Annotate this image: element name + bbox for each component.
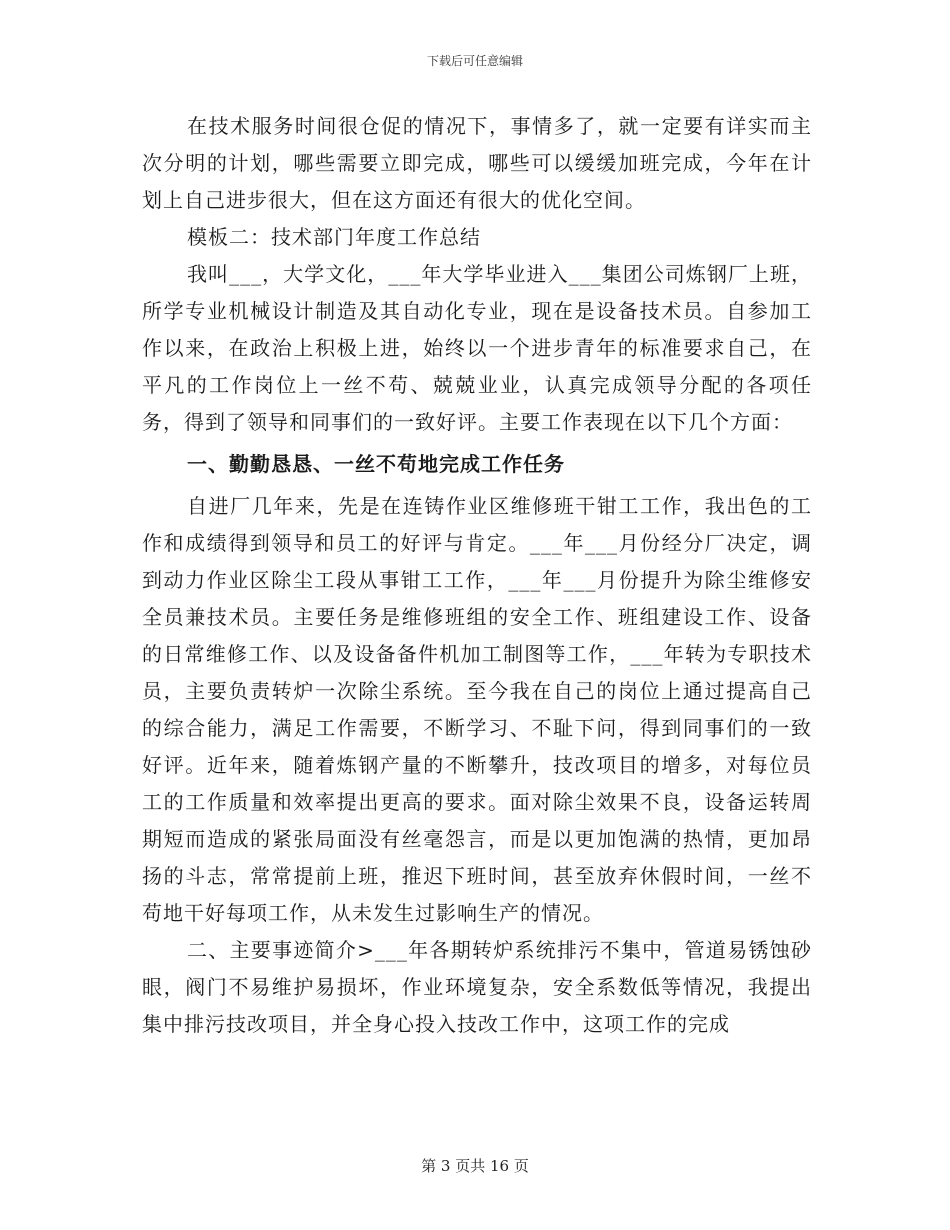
paragraph-intro: 我叫___，大学文化，___年大学毕业进入___集团公司炼钢厂上班，所学专业机械设计制造及其自动化专业，现在是设备技术员。自参加工作以来，在政治上积极上进，始终以一个进步青年的标准要求自己，在平凡的工作岗位上一丝不苟、兢兢业业，认真完成领导分配的各项任务，得到了领导和同事们的一致好评。主要工作表现在以下几个方面： xyxy=(142,262,812,434)
section-heading-1: 一、勤勤恳恳、一丝不苟地完成工作任务 xyxy=(187,452,565,476)
paragraph-work-history: 自进厂几年来，先是在连铸作业区维修班干钳工工作，我出色的工作和成绩得到领导和员工的好评与肯定。___年___月份经分厂决定，调到动力作业区除尘工段从事钳工工作，___年___月份提升为除尘维修安全员兼技术员。主要任务是维修班组的安全工作、班组建设工作、设备的日常维修工作、以及设备备件机加工制图等工作，___年转为专职技术员，主要负责转炉一次除尘系统。至今我在自己的岗位上通过提高自己的综合能力，满足工作需要，不断学习、不耻下问，得到同事们的一致好评。近年来，随着炼钢产量的不断攀升，技改项目的增多，对每位员工的工作质量和效率提出更高的要求。面对除尘效果不良，设备运转周期短而造成的紧张局面没有丝毫怨言，而是以更加饱满的热情，更加昂扬的斗志，常常提前上班，推迟下班时间，甚至放弃休假时间，一丝不苟地干好每项工作，从未发生过影响生产的情况。 xyxy=(142,494,812,925)
page-header: 下载后可任意编辑 xyxy=(426,54,523,68)
paragraph-main-deeds: 二、主要事迹简介>___年各期转炉系统排污不集中，管道易锈蚀砂眼，阀门不易维护易损坏，作业环境复杂，安全系数低等情况，我提出集中排污技改项目，并全身心投入技改工作中，这项工作的完成 xyxy=(142,938,812,1036)
paragraph-plan: 在技术服务时间很仓促的情况下，事情多了，就一定要有详实而主次分明的计划，哪些需要立即完成，哪些可以缓缓加班完成，今年在计划上自己进步很大，但在这方面还有很大的优化空间。 xyxy=(142,114,812,212)
page-number: 第 3 页共 16 页 xyxy=(421,1157,529,1175)
template-title: 模板二：技术部门年度工作总结 xyxy=(187,225,481,249)
document-body xyxy=(142,108,812,1043)
